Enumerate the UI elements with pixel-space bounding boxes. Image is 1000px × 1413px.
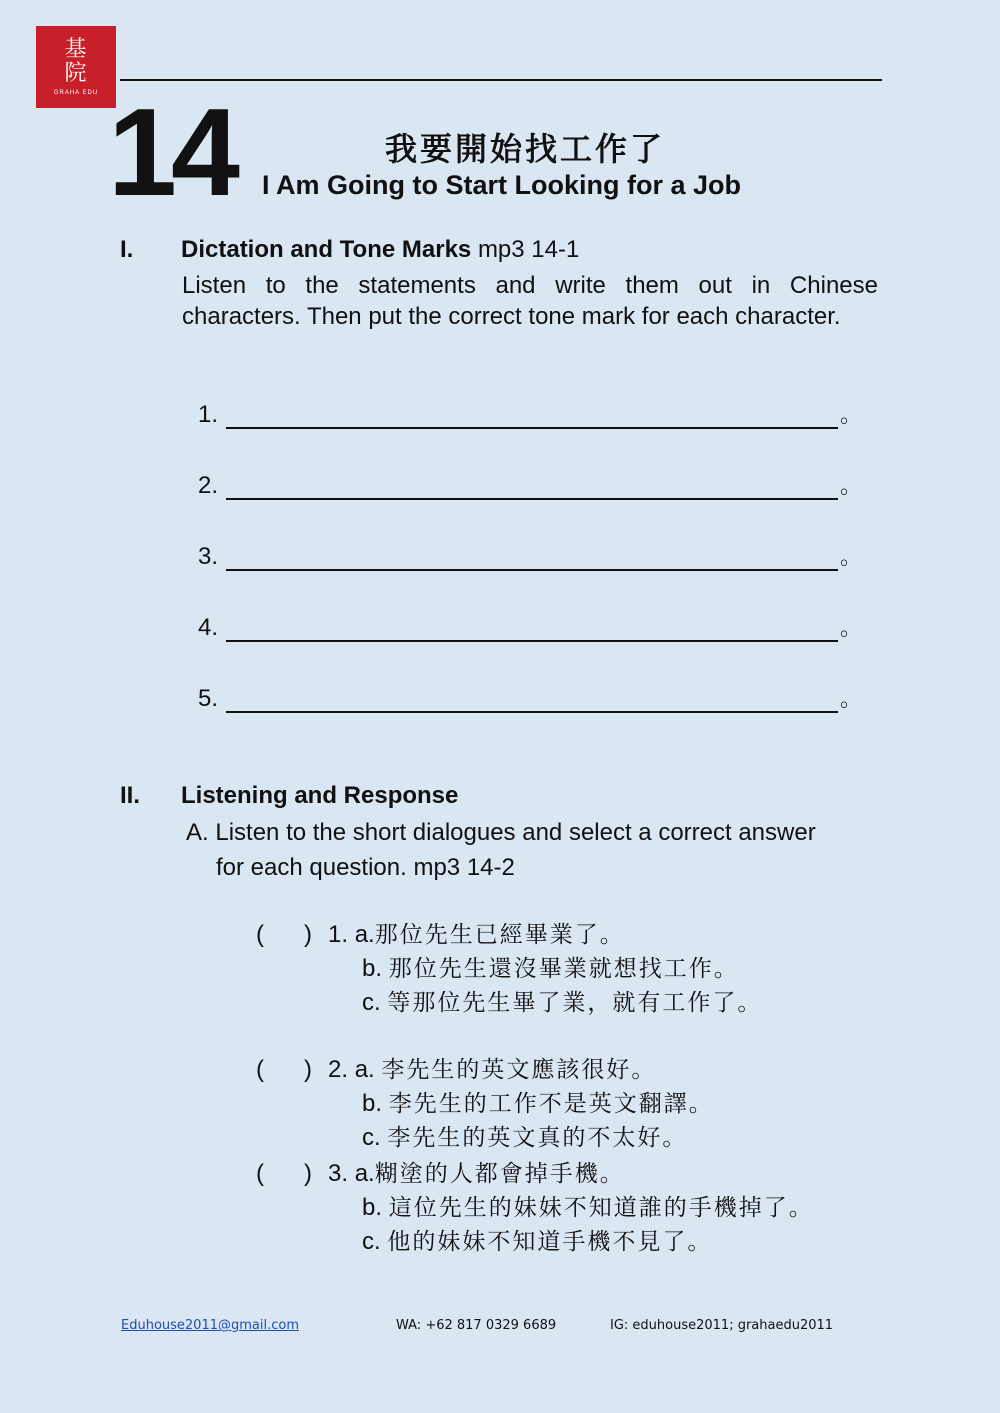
question-1 bbox=[256, 918, 762, 1020]
question-row bbox=[256, 1053, 714, 1087]
dictation-item bbox=[198, 398, 862, 429]
option-row bbox=[256, 1191, 814, 1225]
option-label: b. bbox=[362, 955, 383, 982]
dictation-item-number: 5. bbox=[198, 685, 219, 712]
section1-title: Dictation and Tone Marks bbox=[181, 236, 472, 263]
answer-line[interactable] bbox=[226, 476, 838, 500]
section1-instruction: Listen to the statements and write them out in Chinese characters. Then put the correct tone mark for each character. bbox=[182, 272, 878, 330]
option-label: a. bbox=[354, 1056, 375, 1083]
logo bbox=[36, 26, 116, 108]
end-mark: 。 bbox=[840, 474, 863, 499]
partA-instruction bbox=[186, 815, 886, 885]
lesson-title-en: I Am Going to Start Looking for a Job bbox=[262, 170, 741, 200]
option-label: c. bbox=[362, 1228, 381, 1255]
lesson-title-zh: 我要開始找工作了 bbox=[385, 130, 666, 168]
dictation-item-number: 2. bbox=[198, 472, 219, 499]
section2-title: Listening and Response bbox=[181, 782, 459, 809]
dictation-item bbox=[198, 469, 862, 500]
footer-instagram: IG: eduhouse2011; grahaedu2011 bbox=[610, 1318, 834, 1333]
logo-glyphs: 基 院 bbox=[64, 37, 88, 86]
option-label: a. bbox=[354, 921, 375, 948]
section2-heading bbox=[181, 782, 458, 810]
option-row bbox=[256, 952, 762, 986]
dictation-item bbox=[198, 611, 862, 642]
option-text: 等那位先生畢了業，就有工作了。 bbox=[387, 990, 763, 1016]
section1-heading bbox=[181, 236, 579, 264]
section1-number: I. bbox=[120, 236, 134, 263]
option-text: 那位先生還沒畢業就想找工作。 bbox=[388, 956, 739, 982]
answer-line[interactable] bbox=[226, 689, 838, 713]
option-label: c. bbox=[362, 1124, 381, 1151]
question-number: 2. bbox=[328, 1056, 349, 1083]
option-label: b. bbox=[362, 1090, 383, 1117]
dictation-item bbox=[198, 682, 862, 713]
question-row bbox=[256, 918, 762, 952]
option-text: 李先生的英文應該很好。 bbox=[381, 1057, 657, 1083]
section1-audio: mp3 14-1 bbox=[477, 236, 580, 263]
option-row bbox=[256, 1121, 714, 1155]
option-row bbox=[256, 1225, 814, 1259]
question-number: 3. bbox=[328, 1160, 349, 1187]
partA-line2: for each question. mp3 14-2 bbox=[216, 854, 515, 881]
section2-number: II. bbox=[120, 782, 141, 809]
option-label: c. bbox=[362, 989, 381, 1016]
option-label: b. bbox=[362, 1194, 383, 1221]
answer-paren[interactable]: ( ) bbox=[256, 1056, 312, 1083]
dictation-item-number: 3. bbox=[198, 543, 219, 570]
header-divider bbox=[120, 79, 882, 81]
logo-caption: GRAHA EDU bbox=[53, 90, 99, 96]
partA-label: A. bbox=[186, 819, 209, 846]
option-text: 李先生的英文真的不太好。 bbox=[387, 1125, 688, 1151]
option-row bbox=[256, 1087, 714, 1121]
option-text: 那位先生已經畢業了。 bbox=[374, 922, 625, 948]
option-text: 李先生的工作不是英文翻譯。 bbox=[388, 1091, 714, 1117]
partA-line1: Listen to the short dialogues and select a correct answer bbox=[215, 819, 816, 846]
option-label: a. bbox=[354, 1160, 375, 1187]
footer-whatsapp: WA: +62 817 0329 6689 bbox=[396, 1318, 557, 1333]
end-mark: 。 bbox=[840, 403, 863, 428]
question-3 bbox=[256, 1157, 814, 1259]
dictation-item-number: 4. bbox=[198, 614, 219, 641]
question-2 bbox=[256, 1053, 714, 1155]
end-mark: 。 bbox=[840, 545, 863, 570]
option-text: 這位先生的妹妹不知道誰的手機掉了。 bbox=[388, 1195, 814, 1221]
dictation-item bbox=[198, 540, 862, 571]
end-mark: 。 bbox=[840, 687, 863, 712]
option-row bbox=[256, 986, 762, 1020]
option-text: 糊塗的人都會掉手機。 bbox=[374, 1161, 625, 1187]
answer-line[interactable] bbox=[226, 405, 838, 429]
answer-line[interactable] bbox=[226, 618, 838, 642]
answer-paren[interactable]: ( ) bbox=[256, 921, 312, 948]
question-number: 1. bbox=[328, 921, 349, 948]
question-row bbox=[256, 1157, 814, 1191]
answer-paren[interactable]: ( ) bbox=[256, 1160, 312, 1187]
answer-line[interactable] bbox=[226, 547, 838, 571]
lesson-number: 14 bbox=[108, 84, 234, 222]
option-text: 他的妹妹不知道手機不見了。 bbox=[387, 1229, 713, 1255]
dictation-item-number: 1. bbox=[198, 401, 219, 428]
end-mark: 。 bbox=[840, 616, 863, 641]
footer-email-link[interactable]: Eduhouse2011@gmail.com bbox=[121, 1318, 299, 1333]
